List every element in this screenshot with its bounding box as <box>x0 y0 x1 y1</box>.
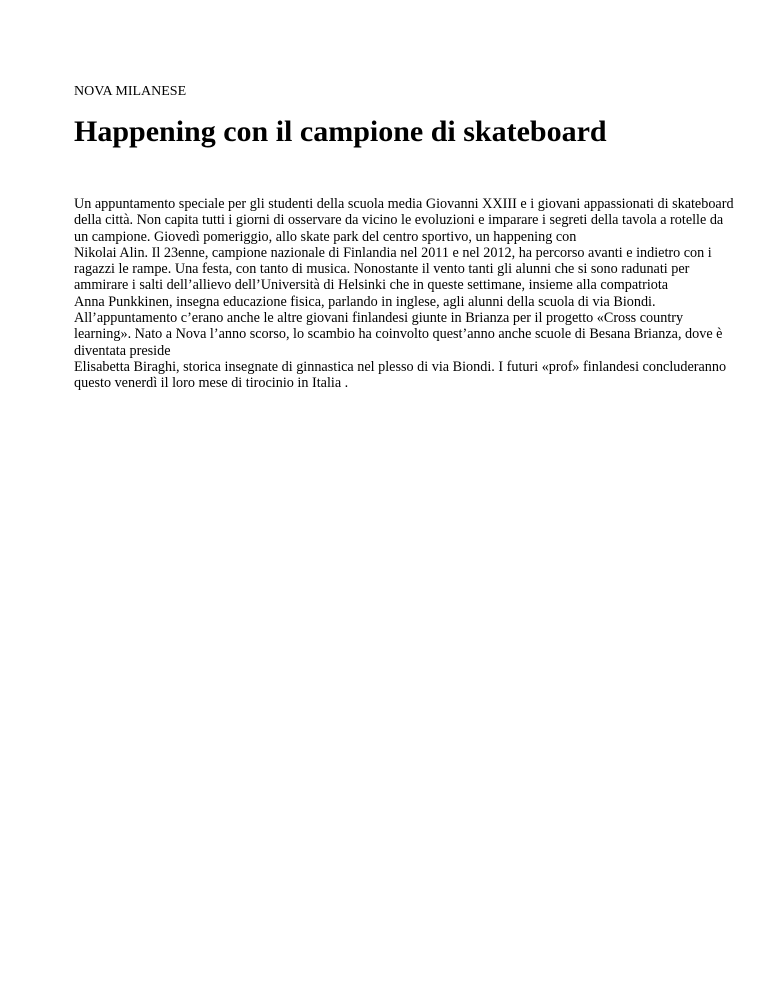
article-paragraph: Elisabetta Biraghi, storica insegnate di ginnastica nel plesso di via Biondi. I futuri «prof» finlandesi concluderanno questo venerdì il loro mese di tirocinio in Italia . <box>74 358 727 392</box>
article-headline: Happening con il campione di skateboard <box>74 115 607 148</box>
article-paragraph: Anna Punkkinen, insegna educazione fisica, parlando in inglese, agli alunni della scuola di via Biondi. All’appuntamento c’erano anche le altre giovani finlandesi giunte in Brianza per il progetto «Cross country learning». Nato a Nova l’anno scorso, lo scambio ha coinvolto quest’anno anche scuole di Besana Brianza, dove è diventata preside <box>74 293 723 359</box>
article-body <box>74 196 734 392</box>
section-label: NOVA MILANESE <box>74 84 187 99</box>
article-paragraph: Nikolai Alin. Il 23enne, campione nazionale di Finlandia nel 2011 e nel 2012, ha percorso avanti e indietro con i ragazzi le rampe. Una festa, con tanto di musica. Nonostante il vento tanti gli alunni che si sono radunati per ammirare i salti dell’allievo dell’Università di Helsinki che in queste settimane, insieme alla compatriota <box>74 244 712 294</box>
article-paragraph: Un appuntamento speciale per gli studenti della scuola media Giovanni XXIII e i giovani appassionati di skateboard della città. Non capita tutti i giorni di osservare da vicino le evoluzioni e imparare i segreti della tavola a rotelle da un campione. Giovedì pomeriggio, allo skate park del centro sportivo, un happening con <box>74 196 734 245</box>
